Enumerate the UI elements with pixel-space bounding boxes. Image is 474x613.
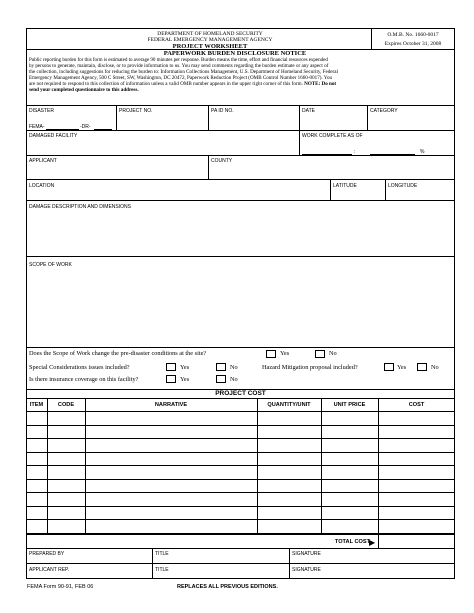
form-number: FEMA Form 90-91, FEB 06 [27, 584, 94, 590]
pre-disaster-yes-label: Yes [280, 350, 290, 357]
burden-line-5-text: are not required to respond to this collection of information unless a valid OMB number appears in the upper right corner of this form. [29, 81, 305, 87]
scope-of-work-field[interactable] [27, 270, 454, 345]
total-cost-label: TOTAL COST [334, 539, 370, 545]
damage-rule [26, 256, 455, 257]
work-complete-colon: : [354, 149, 356, 155]
row3-rule [26, 179, 455, 180]
hazard-no-label: No [431, 364, 439, 371]
fema-prefix: FEMA- [29, 124, 45, 130]
scope-of-work-label: SCOPE OF WORK [29, 262, 72, 268]
applicant-label: APPLICANT [29, 158, 57, 164]
burden-title: PAPERWORK BURDEN DISCLOSURE NOTICE [163, 50, 307, 57]
special-yes-checkbox[interactable] [166, 363, 176, 371]
sig-mid-rule [26, 563, 455, 564]
expiration-date: Expires October 31, 2008 [384, 41, 442, 47]
project-cost-title: PROJECT COST [215, 390, 266, 397]
applicant-signature-label: SIGNATURE [292, 567, 321, 573]
agency-line-2: FEDERAL EMERGENCY MANAGEMENT AGENCY [147, 37, 273, 43]
row4-div-1 [330, 179, 331, 200]
county-label: COUNTY [211, 158, 233, 164]
cost-col-divider [378, 398, 379, 548]
row1-rule [26, 130, 455, 131]
cost-row-rule [26, 479, 455, 480]
form-title: PROJECT WORKSHEET [172, 43, 248, 50]
burden-line-3: the collection, including suggestions for reducing the burden to: Information Collections Management, U.S. Department of Homeland Security, Federal [29, 69, 338, 75]
cost-col-divider [257, 398, 258, 534]
row4-rule [26, 200, 455, 201]
cost-row-rule [26, 465, 455, 466]
agency-line-1: DEPARTMENT OF HOMELAND SECURITY [157, 31, 263, 37]
row3-div [208, 155, 209, 179]
burden-line-2: by persons to generate, maintain, disclose, or to provide information to us. You may send comments regarding the burden estimate or any aspect of [29, 63, 329, 69]
disaster-label: DISASTER [29, 108, 55, 114]
pre-disaster-yes-checkbox[interactable] [266, 350, 276, 358]
insurance-no-label: No [230, 376, 238, 383]
damage-description-label: DAMAGE DESCRIPTION AND DIMENSIONS [29, 204, 131, 210]
cost-col-divider [85, 398, 86, 534]
col-cost: COST [408, 402, 425, 408]
row1-div-4 [367, 105, 368, 130]
row1-div-3 [299, 105, 300, 130]
row1-div-1 [116, 105, 117, 130]
prepared-by-label: PREPARED BY [29, 551, 65, 557]
col-unit-price: UNIT PRICE [333, 402, 366, 408]
insurance-no-checkbox[interactable] [216, 375, 226, 383]
hazard-yes-label: Yes [397, 364, 407, 371]
scope-rule [26, 347, 455, 348]
longitude-label: LONGITUDE [388, 183, 418, 189]
burden-rule [26, 105, 455, 106]
dr-label: -DR- [80, 124, 91, 130]
row2-div [299, 130, 300, 155]
cost-row-rule [26, 438, 455, 439]
col-item: ITEM [29, 402, 44, 408]
special-no-checkbox[interactable] [216, 363, 226, 371]
percent-sign: % [420, 149, 425, 155]
location-label: LOCATION [29, 183, 55, 189]
applicant-title-label: TITLE [155, 567, 169, 573]
col-quantity-unit: QUANTITY/UNIT [267, 402, 311, 408]
hazard-yes-checkbox[interactable] [384, 363, 394, 371]
total-cost-field[interactable] [379, 535, 454, 547]
pa-id-label: PA ID NO. [211, 108, 234, 114]
special-no-label: No [230, 364, 238, 371]
question-hazard-mitigation: Hazard Mitigation proposal included? [262, 364, 358, 371]
question-insurance: Is there insurance coverage on this facility? [29, 376, 139, 383]
cost-row-rule [26, 452, 455, 453]
damaged-facility-label: DAMAGED FACILITY [29, 133, 78, 139]
total-cost-arrow-icon: ▶ [369, 538, 376, 547]
omb-number: O.M.B. No. 1660-0017 [387, 32, 439, 38]
cost-header-rule [26, 411, 455, 412]
col-code: CODE [57, 402, 75, 408]
replaces-notice: REPLACES ALL PREVIOUS EDITIONS. [177, 584, 278, 590]
applicant-rep-label: APPLICANT REP. [29, 567, 70, 573]
cost-col-divider [321, 398, 322, 534]
prepared-signature-label: SIGNATURE [292, 551, 321, 557]
burden-line-4: Emergency Management Agency, 500 C Street, SW, Washington, DC 20472, Paperwork Reduction Project (OMB Control Number 1660-0017). You [29, 75, 333, 81]
cost-title-rule [26, 398, 455, 399]
work-complete-label: WORK COMPLETE AS OF [302, 133, 363, 139]
row4-div-2 [385, 179, 386, 200]
row2-rule [26, 155, 455, 156]
hazard-no-checkbox[interactable] [417, 363, 427, 371]
insurance-yes-label: Yes [180, 376, 190, 383]
cost-row-rule [26, 519, 455, 520]
special-yes-label: Yes [180, 364, 190, 371]
row1-div-2 [208, 105, 209, 130]
damage-description-field[interactable] [27, 212, 454, 255]
cost-col-divider [47, 398, 48, 534]
cost-row-rule [26, 492, 455, 493]
burden-line-1: Public reporting burden for this form is estimated to average 90 minutes per response. Burden means the time, effort and financial resources expended [29, 57, 328, 63]
cost-row-rule [26, 425, 455, 426]
date-label: DATE [302, 108, 315, 114]
question-pre-disaster: Does the Scope of Work change the pre-disaster conditions at the site? [29, 350, 207, 357]
col-narrative: NARRATIVE [154, 402, 188, 408]
burden-note-label: NOTE: Do not [304, 81, 337, 87]
project-no-label: PROJECT NO. [119, 108, 153, 114]
latitude-label: LATITUDE [333, 183, 357, 189]
question-special-considerations: Special Considerations issues included? [29, 364, 130, 371]
burden-line-6: send your completed questionnaire to this address. [29, 87, 139, 93]
pre-disaster-no-checkbox[interactable] [315, 350, 325, 358]
category-label: CATEGORY [370, 108, 398, 114]
insurance-yes-checkbox[interactable] [166, 375, 176, 383]
prepared-title-label: TITLE [155, 551, 169, 557]
cost-bottom-rule [26, 548, 455, 549]
cost-row-rule [26, 506, 455, 507]
pre-disaster-no-label: No [329, 350, 337, 357]
